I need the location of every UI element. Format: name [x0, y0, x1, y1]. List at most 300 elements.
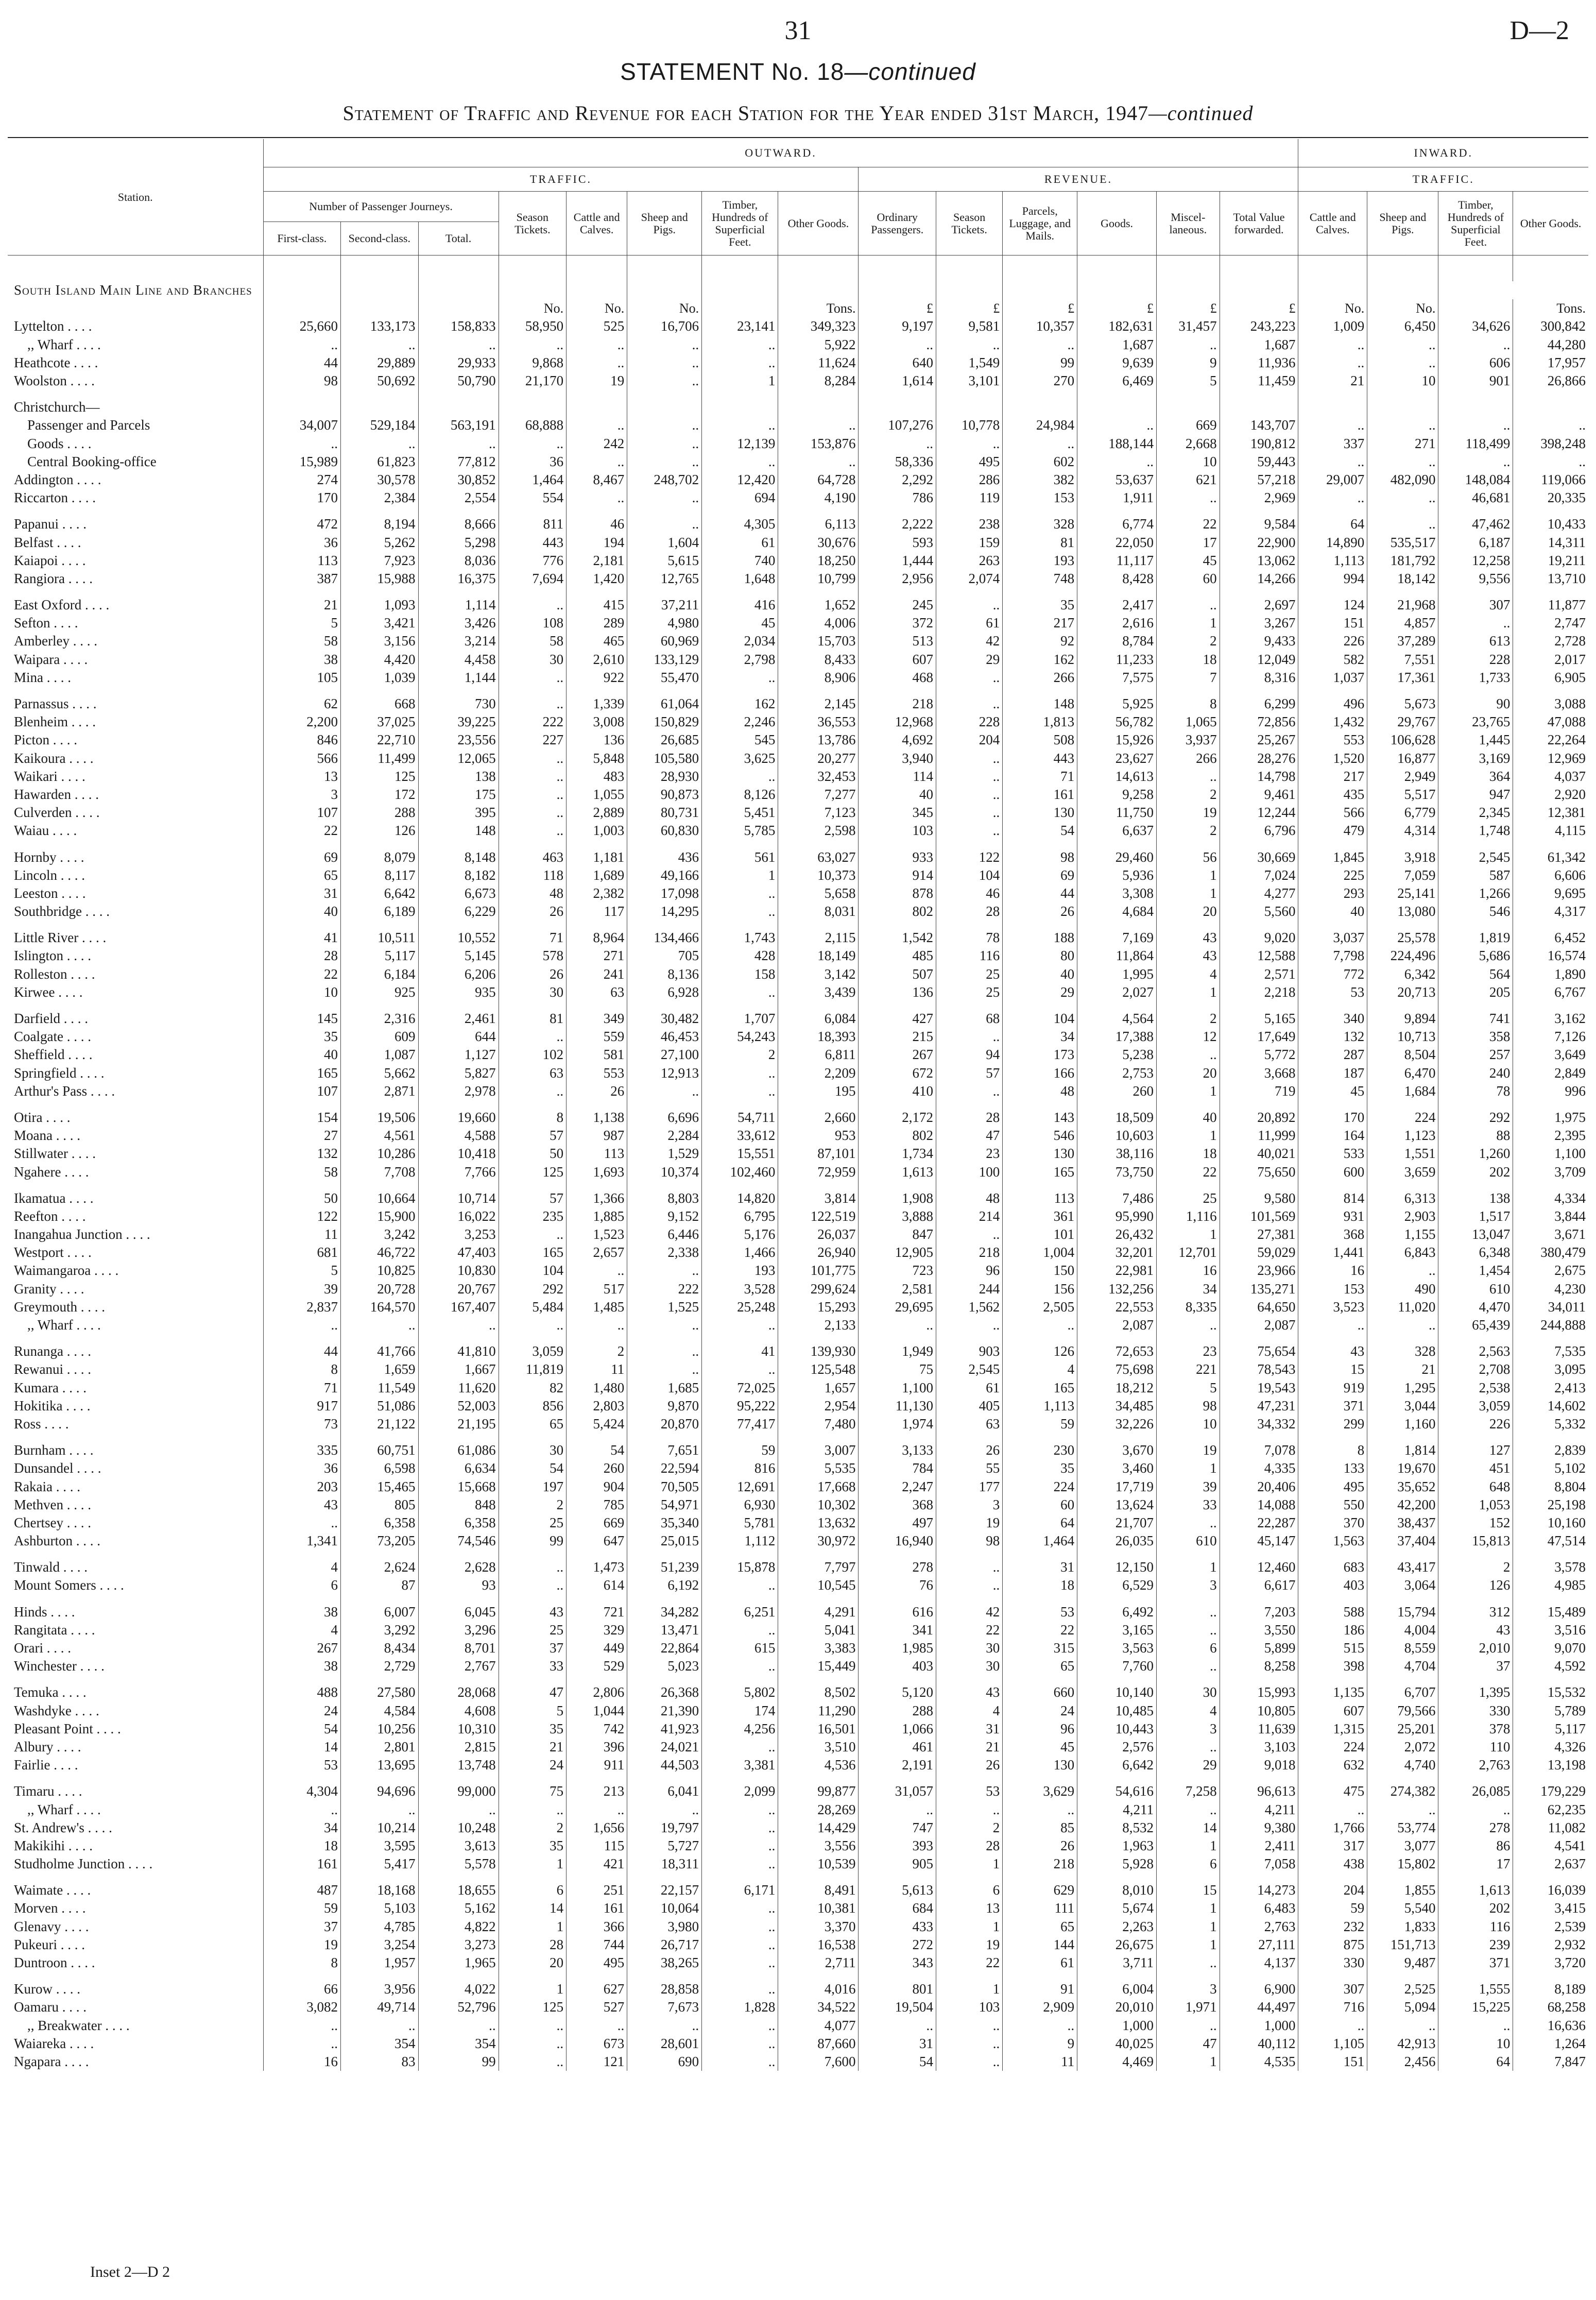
cell-value: 2,978 [418, 1082, 499, 1100]
cell-value: .. [627, 1316, 702, 1334]
cell-value: 1 [499, 1980, 567, 1998]
cell-value: 533 [1298, 1145, 1367, 1163]
cell-value: 3,629 [1003, 1782, 1077, 1800]
cell-value: 4,535 [1220, 2053, 1298, 2071]
table-row [8, 1064, 1588, 1082]
cell-value: 271 [567, 947, 627, 965]
cell-value: 848 [418, 1496, 499, 1514]
cell-value: 16,636 [1513, 2017, 1588, 2035]
station-name: Riccarton . . . . [14, 490, 96, 506]
cell-value: 9,639 [1077, 354, 1157, 372]
cell-value: 4,692 [859, 731, 936, 749]
cell-value: 4,305 [702, 515, 778, 533]
cell-value: 8,467 [567, 471, 627, 489]
cell-value: 218 [859, 695, 936, 713]
cell-value: 6,229 [418, 902, 499, 921]
cell-value: 30 [499, 1441, 567, 1459]
cell-value [1220, 398, 1298, 416]
cell-value: 7,551 [1367, 651, 1438, 669]
cell-value: .. [702, 902, 778, 921]
cell-value: 61 [702, 533, 778, 551]
cell-value: .. [936, 1316, 1002, 1334]
cell-value: .. [859, 336, 936, 354]
cell-value: 22,900 [1220, 533, 1298, 551]
cell-value: 40,025 [1077, 2035, 1157, 2053]
cell-value: 25,578 [1367, 929, 1438, 947]
cell-value: 587 [1438, 866, 1513, 884]
cell-value: 122 [936, 848, 1002, 866]
cell-value: 5,162 [418, 1899, 499, 1917]
cell-value: 11,624 [778, 354, 859, 372]
cell-value: 74,546 [418, 1532, 499, 1550]
cell-value: 395 [418, 804, 499, 822]
cell-value: 148,084 [1438, 471, 1513, 489]
cell-value: 1,066 [859, 1720, 936, 1738]
cell-value: .. [702, 336, 778, 354]
cell-value: 546 [1438, 902, 1513, 921]
cell-value: 153,876 [778, 435, 859, 453]
cell-value: 6,358 [418, 1514, 499, 1532]
cell-value: 786 [859, 489, 936, 507]
spacer-row [8, 1001, 1588, 1010]
cell-value: 6,045 [418, 1603, 499, 1621]
cell-value: 138 [418, 768, 499, 786]
cell-value: 17 [1157, 533, 1220, 551]
cell-value [1157, 398, 1220, 416]
cell-value: 25 [499, 1621, 567, 1639]
cell-value: 22 [936, 1954, 1002, 1972]
cell-value: 170 [263, 489, 340, 507]
cell-value: 9,580 [1220, 1189, 1298, 1207]
cell-value: 48 [936, 1189, 1002, 1207]
cell-value: 6,187 [1438, 533, 1513, 551]
timber-header: Timber, Hundreds of Superficial Feet. [702, 192, 778, 255]
cell-value: 46 [936, 884, 1002, 902]
cell-value: 382 [1003, 471, 1077, 489]
cell-value: 232 [1298, 1918, 1367, 1936]
cell-value: .. [702, 2035, 778, 2053]
cell-value: 272 [859, 1936, 936, 1954]
station-name: Blenheim . . . . [14, 714, 96, 730]
cell-value: 224 [1367, 1109, 1438, 1127]
table-row [8, 372, 1588, 390]
cell-value: 6 [1157, 1639, 1220, 1657]
cell-value: 4 [1003, 1360, 1077, 1378]
cell-value: 1,000 [1220, 2017, 1298, 2035]
cell-value: 578 [499, 947, 567, 965]
cell-value: 490 [1367, 1280, 1438, 1298]
cell-value: 61 [936, 1379, 1002, 1397]
spacer-row [8, 1433, 1588, 1441]
cell-value: 5,686 [1438, 947, 1513, 965]
cell-value: 24 [263, 1702, 340, 1720]
cell-value: 18 [1157, 651, 1220, 669]
cell-value: 226 [1438, 1415, 1513, 1433]
cell-value: 300,842 [1513, 317, 1588, 335]
cell-value: .. [1298, 336, 1367, 354]
spacer-row [8, 1972, 1588, 1980]
cell-value: .. [859, 1316, 936, 1334]
cell-value: 102 [499, 1046, 567, 1064]
cell-value: 4,420 [341, 651, 418, 669]
cell-value: 28,930 [627, 768, 702, 786]
cell-value: 289 [567, 614, 627, 632]
cell-value: 75,650 [1220, 1163, 1298, 1181]
cell-value: 5,899 [1220, 1639, 1298, 1657]
cell-value: 776 [499, 552, 567, 570]
cell-value: 93 [418, 1576, 499, 1594]
cell-value: 3,254 [341, 1936, 418, 1954]
cell-value: 267 [263, 1639, 340, 1657]
cell-value: 251 [567, 1881, 627, 1899]
cell-value: 6,696 [627, 1109, 702, 1127]
cell-value: 190,812 [1220, 435, 1298, 453]
cell-value: .. [627, 2017, 702, 2035]
cell-value: 43 [499, 1603, 567, 1621]
cell-value: 40 [1298, 902, 1367, 921]
cell-value: 1,520 [1298, 749, 1367, 768]
cell-value: 312 [1438, 1603, 1513, 1621]
cell-value: 2,697 [1220, 596, 1298, 614]
table-row [8, 1207, 1588, 1225]
cell-value: 3,523 [1298, 1298, 1367, 1316]
cell-value: 15,465 [341, 1477, 418, 1495]
cell-value: 8,126 [702, 786, 778, 804]
cell-value [567, 281, 627, 299]
table-row [8, 2017, 1588, 2035]
cell-value: 1,542 [859, 929, 936, 947]
cell-value: 3,156 [341, 632, 418, 650]
cell-value: 904 [567, 1477, 627, 1495]
cell-value: 14 [263, 1738, 340, 1756]
cell-value: 4,564 [1077, 1010, 1157, 1028]
cell-value: 11,130 [859, 1397, 936, 1415]
cell-value: 14,890 [1298, 533, 1367, 551]
cell-value: 26 [499, 902, 567, 921]
cell-value: .. [499, 435, 567, 453]
cell-value: 175 [418, 786, 499, 804]
cell-value: 12,139 [702, 435, 778, 453]
cell-value: 10,485 [1077, 1702, 1157, 1720]
cell-value: 1,114 [418, 596, 499, 614]
cell-value: 26 [1003, 1837, 1077, 1855]
table-row [8, 489, 1588, 507]
cell-value: 2,133 [778, 1316, 859, 1334]
station-name: Kurow . . . . [14, 1981, 80, 1997]
cell-value: 11,877 [1513, 596, 1588, 614]
cell-value: 3,267 [1220, 614, 1298, 632]
cell-value: 2,657 [567, 1243, 627, 1262]
cell-value: 226 [1298, 632, 1367, 650]
cell-value: 3,888 [859, 1207, 936, 1225]
cell-value: 214 [936, 1207, 1002, 1225]
cell-value: 6,192 [627, 1576, 702, 1594]
cell-value: 1,985 [859, 1639, 936, 1657]
cell-value: .. [1438, 416, 1513, 434]
cell-value: .. [936, 669, 1002, 687]
cell-value: 143 [1003, 1109, 1077, 1127]
cell-value: 4,684 [1077, 902, 1157, 921]
cell-value: 69 [1003, 866, 1077, 884]
cell-value: 11,459 [1220, 372, 1298, 390]
cell-value: 8,194 [341, 515, 418, 533]
cell-value: 7,258 [1157, 1782, 1220, 1800]
cell-value: 54 [567, 1441, 627, 1459]
cell-value: 2,545 [936, 1360, 1002, 1378]
cell-value: 4,740 [1367, 1756, 1438, 1774]
station-name: Rangitata . . . . [14, 1622, 95, 1638]
cell-value: 669 [567, 1514, 627, 1532]
cell-value: 3,103 [1220, 1738, 1298, 1756]
cell-value: 197 [499, 1477, 567, 1495]
cell-value: .. [702, 1980, 778, 1998]
cell-value: 3,649 [1513, 1046, 1588, 1064]
cell-value: 1 [1157, 1936, 1220, 1954]
cell-value: 177 [936, 1477, 1002, 1495]
cell-value: 8,136 [627, 965, 702, 983]
cell-value: 495 [1298, 1477, 1367, 1495]
cell-value: 2 [1438, 1558, 1513, 1576]
cell-value: 170 [1298, 1109, 1367, 1127]
cell-value: 3,556 [778, 1837, 859, 1855]
season-tickets-header: Season Tickets. [499, 192, 567, 255]
cell-value: 10 [1367, 372, 1438, 390]
cell-value: 186 [1298, 1621, 1367, 1639]
unit-label: £ [936, 299, 1002, 317]
cell-value: 2,747 [1513, 614, 1588, 632]
cell-value: 53 [936, 1782, 1002, 1800]
cell-value [936, 398, 1002, 416]
cell-value: 235 [499, 1207, 567, 1225]
cell-value: 3,242 [341, 1225, 418, 1243]
subtitle-cont: —continued [1148, 101, 1254, 125]
cell-value: .. [1298, 354, 1367, 372]
cell-value: 465 [567, 632, 627, 650]
cell-value: 10,714 [418, 1189, 499, 1207]
cell-value: 57 [499, 1189, 567, 1207]
cell-value: 8,502 [778, 1683, 859, 1701]
cell-value: 545 [702, 731, 778, 749]
cell-value: 12,420 [702, 471, 778, 489]
cell-value: 2,247 [859, 1477, 936, 1495]
table-row [8, 1046, 1588, 1064]
cell-value: 121 [567, 2053, 627, 2071]
cell-value: 1,266 [1438, 884, 1513, 902]
cell-value: 2 [1157, 632, 1220, 650]
cell-value: 22,264 [1513, 731, 1588, 749]
top-rule [8, 137, 1588, 138]
cell-value: 6,795 [702, 1207, 778, 1225]
cell-value: 4,037 [1513, 768, 1588, 786]
cell-value: 10,302 [778, 1496, 859, 1514]
table-row [8, 1683, 1588, 1701]
cell-value: 1,135 [1298, 1683, 1367, 1701]
cell-value: 507 [859, 965, 936, 983]
cell-value: 188 [1003, 929, 1077, 947]
cell-value: 330 [1438, 1702, 1513, 1720]
cell-value: 2 [936, 1819, 1002, 1837]
station-name: Heathcote . . . . [14, 354, 98, 370]
cell-value: 2,728 [1513, 632, 1588, 650]
cell-value: 19,543 [1220, 1379, 1298, 1397]
station-header: Station. [8, 139, 263, 255]
cell-value: 8 [1298, 1441, 1367, 1459]
table-row [8, 804, 1588, 822]
cell-value: 2,099 [702, 1782, 778, 1800]
cell-value: 75,698 [1077, 1360, 1157, 1378]
cell-value: 1,687 [1077, 336, 1157, 354]
cell-value: 195 [778, 1082, 859, 1100]
cell-value: 1,053 [1438, 1496, 1513, 1514]
cell-value: 36 [263, 533, 340, 551]
cell-value: 11,936 [1220, 354, 1298, 372]
cell-value: 5,102 [1513, 1459, 1588, 1477]
cell-value: 6,113 [778, 515, 859, 533]
table-row [8, 1800, 1588, 1818]
table-row [8, 768, 1588, 786]
cell-value: 61,342 [1513, 848, 1588, 866]
cell-value: 17,649 [1220, 1028, 1298, 1046]
cell-value: 436 [627, 848, 702, 866]
cell-value: 525 [567, 317, 627, 335]
table-row [8, 1316, 1588, 1334]
cell-value: 54,243 [702, 1028, 778, 1046]
cell-value: 47,231 [1220, 1397, 1298, 1415]
cell-value: 6,634 [418, 1459, 499, 1477]
cell-value: 372 [859, 614, 936, 632]
cell-value: 28,068 [418, 1683, 499, 1701]
cell-value: .. [263, 1514, 340, 1532]
cell-value: 46,722 [341, 1243, 418, 1262]
cell-value: 2,417 [1077, 596, 1157, 614]
cell-value: 2,411 [1220, 1837, 1298, 1855]
cell-value: 245 [859, 596, 936, 614]
cell-value: .. [567, 354, 627, 372]
cell-value: 80,731 [627, 804, 702, 822]
cell-value: 396 [567, 1738, 627, 1756]
cell-value: 151 [1298, 2053, 1367, 2071]
cell-value: 14,429 [778, 1819, 859, 1837]
cell-value: .. [936, 1576, 1002, 1594]
unit-label: No. [627, 299, 702, 317]
cell-value: 60,830 [627, 822, 702, 840]
cell-value: 20 [499, 1954, 567, 1972]
cell-value: 118 [499, 866, 567, 884]
cell-value: 90 [1438, 695, 1513, 713]
unit-label: £ [859, 299, 936, 317]
cell-value: 10,799 [778, 570, 859, 588]
cell-value: 25,198 [1513, 1496, 1588, 1514]
cell-value: 19 [936, 1514, 1002, 1532]
total-journeys-header: Total. [418, 222, 499, 255]
cell-value: .. [1157, 1316, 1220, 1334]
cell-value: 922 [567, 669, 627, 687]
cell-value: .. [263, 1800, 340, 1818]
cell-value: 10,256 [341, 1720, 418, 1738]
table-row [8, 1415, 1588, 1433]
cell-value: 43 [1157, 929, 1220, 947]
table-row [8, 1720, 1588, 1738]
cell-value: 19,660 [418, 1109, 499, 1127]
cell-value: 10,713 [1367, 1028, 1438, 1046]
cell-value: 60,751 [341, 1441, 418, 1459]
cell-value: 81 [499, 1010, 567, 1028]
cell-value: 517 [567, 1280, 627, 1298]
cell-value: .. [1438, 2017, 1513, 2035]
cell-value [1438, 281, 1513, 299]
cell-value: 529,184 [341, 416, 418, 434]
cell-value: 145 [263, 1010, 340, 1028]
cell-value: .. [627, 336, 702, 354]
station-name: Kumara . . . . [14, 1379, 87, 1395]
cell-value: 18,149 [778, 947, 859, 965]
cell-value: 7,651 [627, 1441, 702, 1459]
cell-value: 25 [936, 965, 1002, 983]
cell-value: 28 [936, 1837, 1002, 1855]
sheep-header: Sheep and Pigs. [627, 192, 702, 255]
cell-value: 130 [1003, 804, 1077, 822]
cell-value: 9,020 [1220, 929, 1298, 947]
cell-value: 130 [1003, 1145, 1077, 1163]
cell-value: .. [1438, 1800, 1513, 1818]
cell-value: 7,203 [1220, 1603, 1298, 1621]
cell-value: 12,701 [1157, 1243, 1220, 1262]
cell-value: 449 [567, 1639, 627, 1657]
station-name: Woolston . . . . [14, 373, 95, 389]
cell-value: 2,222 [859, 515, 936, 533]
cell-value: 15,900 [341, 1207, 418, 1225]
table-row [8, 695, 1588, 713]
cell-value: 1,464 [499, 471, 567, 489]
cell-value: 11,999 [1220, 1127, 1298, 1145]
cell-value: 13,198 [1513, 1756, 1588, 1774]
cell-value: 241 [567, 965, 627, 983]
cell-value: 3,595 [341, 1837, 418, 1855]
cell-value: 40 [1157, 1109, 1220, 1127]
cell-value: 158,833 [418, 317, 499, 335]
cell-value: 393 [859, 1837, 936, 1855]
cell-value: 1 [702, 866, 778, 884]
cell-value: 3,528 [702, 1280, 778, 1298]
cell-value: 5,120 [859, 1683, 936, 1701]
cell-value: 4,291 [778, 1603, 859, 1621]
cell-value: 59,029 [1220, 1243, 1298, 1262]
cell-value: 1,441 [1298, 1243, 1367, 1262]
station-name: Rakaia . . . . [14, 1478, 80, 1494]
unit-label [263, 299, 340, 317]
cell-value: 7,923 [341, 552, 418, 570]
table-row [8, 1936, 1588, 1954]
cell-value: 1 [1157, 1899, 1220, 1917]
cell-value: 12,049 [1220, 651, 1298, 669]
cell-value: 101,569 [1220, 1207, 1298, 1225]
cell-value: 29 [1003, 983, 1077, 1001]
cell-value: 59 [1003, 1415, 1077, 1433]
cell-value: 2,284 [627, 1127, 702, 1145]
cell-value: 29,889 [341, 354, 418, 372]
station-name: Leeston . . . . [14, 885, 86, 901]
cell-value: .. [778, 453, 859, 471]
cell-value: 102,460 [702, 1163, 778, 1181]
cell-value: 3,383 [778, 1639, 859, 1657]
cell-value: 50 [499, 1145, 567, 1163]
cell-value: 124 [1298, 596, 1367, 614]
cell-value: 2,803 [567, 1397, 627, 1415]
cell-value: 3 [936, 1496, 1002, 1514]
cell-value: 719 [1220, 1082, 1298, 1100]
cell-value: 57,218 [1220, 471, 1298, 489]
cell-value: 37,404 [1367, 1532, 1438, 1550]
